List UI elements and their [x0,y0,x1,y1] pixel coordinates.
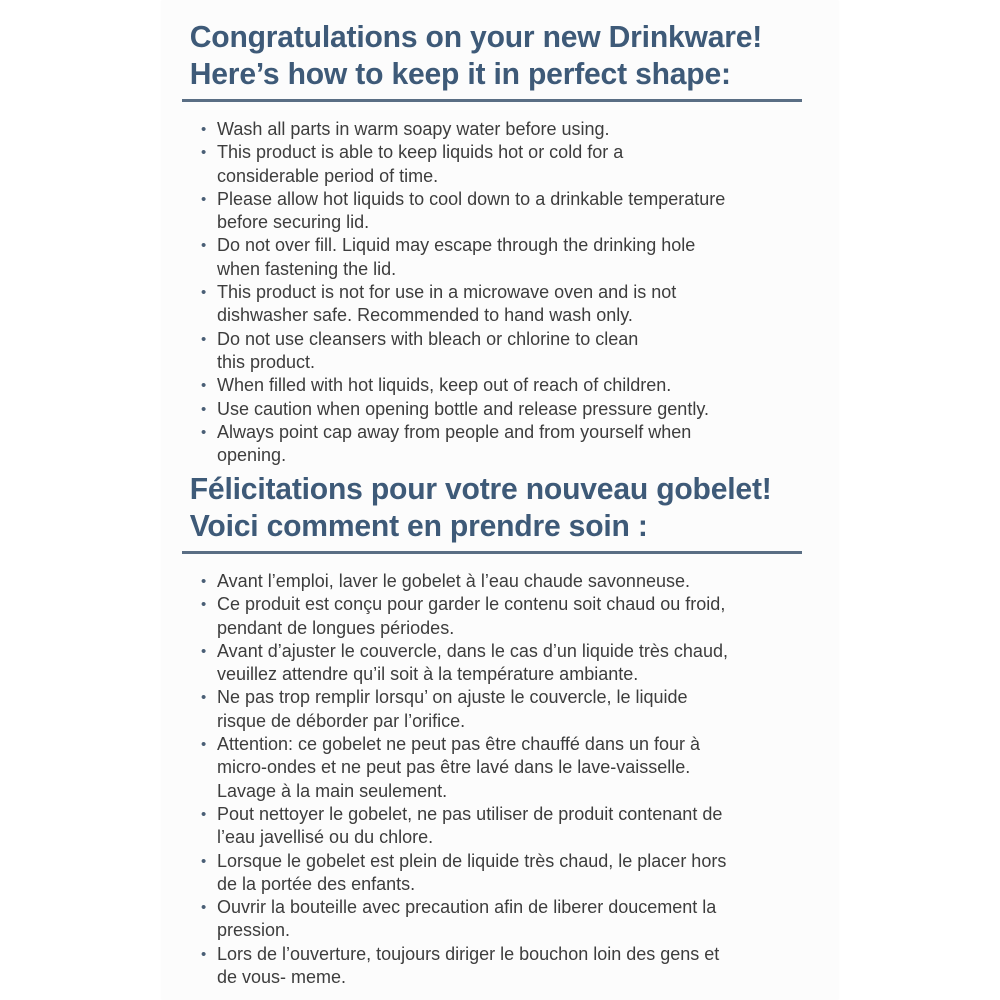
bullet-icon: • [201,237,207,255]
list-item [198,421,802,468]
list-item-text: Pout nettoyer le gobelet, ne pas utiliser de produit contenant de l’eau javellisé ou du chlore. [217,803,723,848]
list-item-text: Avant l’emploi, laver le gobelet à l’eau chaude savonneuse. [217,571,690,591]
list-item [198,686,802,733]
list-item [198,733,802,803]
list-item [198,118,802,141]
english-heading-line-2: Here’s how to keep it in perfect shape: [189,56,731,91]
list-item-text: Use caution when opening bottle and release pressure gently. [217,398,709,419]
list-item-text: Do not use cleansers with bleach or chlorine to clean this product. [217,328,639,372]
english-care-list [182,118,802,467]
list-item [198,398,802,421]
bullet-icon: • [201,377,207,395]
bullet-icon: • [201,899,207,917]
bullet-icon: • [201,330,207,348]
list-item [198,188,802,235]
french-heading-line-2: Voici comment en prendre soin : [189,508,648,543]
bullet-icon: • [201,852,207,870]
list-item-text: Attention: ce gobelet ne peut pas être chauffé dans un four à micro-ondes et ne peut pas être lavé dans le lave-vaisselle. Lavage à la main seulement. [217,734,701,801]
english-section [182,18,802,467]
english-heading-line-1: Congratulations on your new Drinkware! [189,19,763,54]
list-item [198,943,802,990]
list-item [198,803,802,850]
list-item-text: Please allow hot liquids to cool down to a drinkable temperature before securing lid. [217,188,726,233]
list-item-text: Wash all parts in warm soapy water before using. [217,119,610,139]
bullet-icon: • [201,689,207,707]
english-divider [182,99,802,102]
french-heading [182,470,783,544]
bullet-icon: • [201,400,207,418]
bullet-icon: • [201,423,207,441]
bullet-icon: • [201,736,207,754]
list-item-text: Ouvrir la bouteille avec precaution afin de liberer doucement la pression. [217,897,717,941]
bullet-icon: • [201,945,207,963]
french-section [182,470,802,989]
bullet-icon: • [201,190,207,208]
list-item [198,141,802,188]
list-item-text: Lorsque le gobelet est plein de liquide très chaud, le placer hors de la portée des enfants. [217,850,727,894]
bullet-icon: • [201,284,207,302]
bullet-icon: • [201,144,207,162]
list-item-text: Always point cap away from people and from yourself when opening. [217,421,692,466]
list-item-text: Do not over fill. Liquid may escape through the drinking hole when fastening the lid. [217,235,696,279]
list-item-text: This product is not for use in a microwave oven and is not dishwasher safe. Recommended to hand wash only. [217,282,677,326]
bullet-icon: • [201,642,207,660]
list-item [198,374,802,397]
french-heading-line-1: Félicitations pour votre nouveau gobelet! [189,471,772,506]
list-item-text: Ce produit est conçu pour garder le contenu soit chaud ou froid, pendant de longues périodes. [217,594,726,638]
list-item [198,593,802,640]
bullet-icon: • [201,121,207,138]
list-item [198,328,802,375]
list-item-text: This product is able to keep liquids hot or cold for a considerable period of time. [217,142,624,186]
french-divider [182,551,802,554]
list-item [198,281,802,328]
list-item-text: Lors de l’ouverture, toujours diriger le bouchon loin des gens et de vous- meme. [217,943,720,988]
list-item [198,234,802,281]
bullet-icon: • [201,573,207,590]
list-item [198,570,802,593]
english-heading [182,18,783,92]
bullet-icon: • [201,805,207,823]
french-care-list [182,570,802,989]
list-item-text: When filled with hot liquids, keep out of reach of children. [217,375,672,396]
list-item [198,896,802,943]
list-item [198,640,802,687]
list-item [198,850,802,897]
list-item-text: Avant d’ajuster le couvercle, dans le cas d’un liquide très chaud, veuillez attendre qu’il soit à la température ambiante. [217,640,728,685]
bullet-icon: • [201,596,207,614]
list-item-text: Ne pas trop remplir lorsqu’ on ajuste le couvercle, le liquide risque de déborder par l’orifice. [217,687,688,731]
